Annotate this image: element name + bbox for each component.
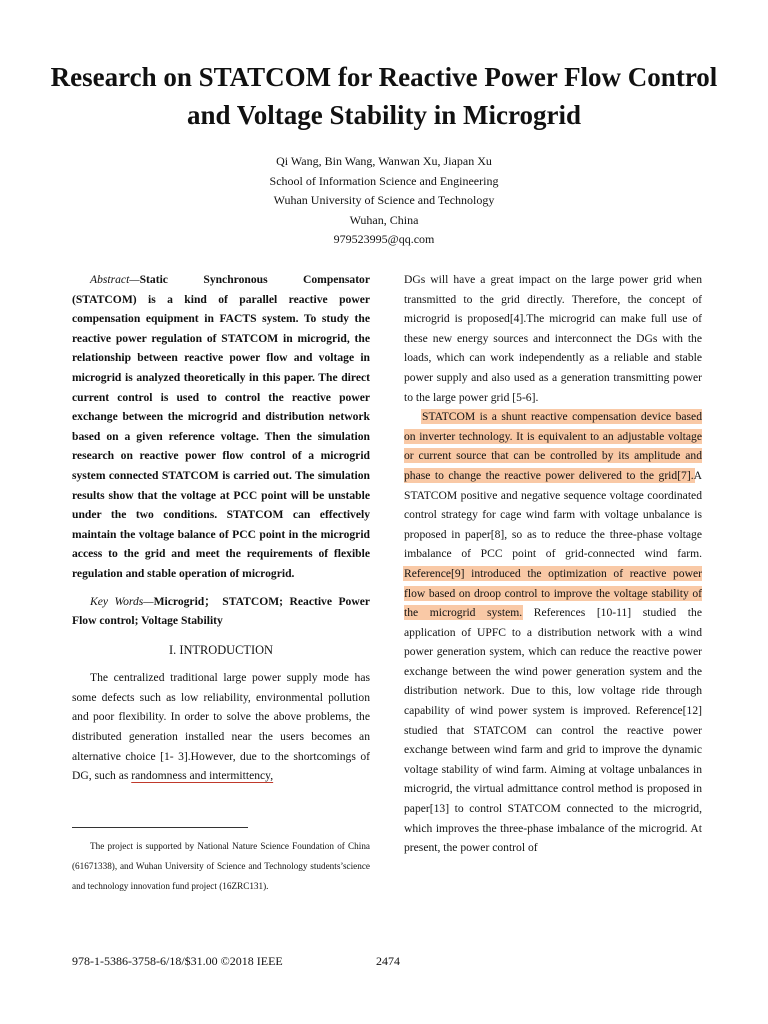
highlight-reference-9[interactable]: Reference[9] introduced the optimization of reactive power flow based on droop control to improve the voltage stability of the microgrid system.: [404, 566, 702, 620]
paper-title: Research on STATCOM for Reactive Power Flow Control and Voltage Stability in Microgrid: [50, 62, 718, 130]
abstract-text: Static Synchronous Compensator (STATCOM) is a kind of parallel reactive power compensation equipment in FACTS system. To study the reactive power regulation of STATCOM in microgrid, the relationship between reactive power flow and voltage in microgrid is analyzed theoretically in this paper. The direct current control is used to control the reactive power exchange between the microgrid and distribution network based on a given reference voltage. Then the simulation research on reactive power flow control of a microgrid system connected STATCOM is carried out. The simulation results show that the voltage at PCC point will be unstable under the two conditions. STATCOM can effectively maintain the voltage balance of PCC point in the microgrid access to the grid and meet the requirements of flexible regulation and stable operation of microgrid.: [72, 273, 370, 580]
abstract-lead: Abstract—: [90, 273, 140, 286]
right-paragraph-2-rest: References [10-11] studied the application of UPFC to a distribution network with a wind power generation system, which can reduce the reactive power exchange between the wind power generation system and the distribution network. Due to this, low voltage ride through capability of wind power system is improved. Reference[12] studied that STATCOM can control the reactive power exchange between wind farm and grid to improve the dynamic voltage stability of wind farm. Aiming at voltage unbalances in microgrid, the virtual admittance control method is proposed in paper[13] to control STATCOM connected to the microgrid, which improves the three-phase imbalance of the microgrid. At present, the power control of: [404, 606, 702, 855]
author-location: Wuhan, China: [349, 212, 419, 227]
footnote-divider: [72, 827, 248, 828]
footer-isbn: 978-1-5386-3758-6/18/$31.00 ©2018 IEEE: [72, 954, 283, 968]
author-names: Qi Wang, Bin Wang, Wanwan Xu, Jiapan Xu: [276, 154, 492, 168]
author-block: [0, 152, 768, 250]
author-school: School of Information Science and Engineering: [269, 173, 499, 188]
right-paragraph-1: DGs will have a great impact on the large power grid when transmitted to the grid directly. Therefore, the concept of microgrid is proposed[4].The microgrid can make full use of these new energy sources and interconnect the DGs with the loads, which can work independently as a reliable and stable power supply and also used as a generation transmitting power to the large power grid [5-6].: [404, 273, 702, 404]
intro-text: The centralized traditional large power supply mode has some defects such as low reliability, environmental pollution and poor flexibility. In order to solve the above problems, the distributed generation installed near the users becomes an alternative choice [1- 3].However, due to the shortcomings of DG, such as: [72, 671, 370, 783]
section-heading: I. INTRODUCTION: [169, 642, 273, 657]
keywords-lead: Key Words—: [90, 594, 154, 608]
abstract: [72, 270, 370, 584]
page-number: 2474: [376, 954, 400, 968]
intro-paragraph: [72, 668, 370, 786]
footnote: The project is supported by National Nature Science Foundation of China (61671338), and Wuhan University of Science and Technology students’science and technology innovation fund project (16ZRC131).: [72, 841, 370, 891]
underlined-text: randomness and intermittency,: [131, 769, 274, 783]
highlight-statcom-definition[interactable]: STATCOM is a shunt reactive compensation device based on inverter technology. It is equivalent to an adjustable voltage or current source that can be controlled by its amplitude and phase to change the reactive power delivered to the grid[7].: [404, 410, 702, 482]
author-university: Wuhan University of Science and Technology: [273, 193, 495, 208]
right-paragraph-2-mid: A STATCOM positive and negative sequence voltage coordinated control strategy for cage wind farm with voltage unbalance is proposed in paper[8], so as to reduce the three-phase voltage imbalance of PCC point of grid-connected wind farm.: [404, 468, 702, 561]
right-column: [404, 270, 702, 858]
left-column: [72, 270, 370, 786]
right-paragraph-2: [404, 407, 702, 858]
keywords-text: Microgrid； STATCOM; Reactive Power Flow control; Voltage Stability: [72, 594, 370, 628]
author-email[interactable]: 979523995@qq.com: [333, 232, 435, 247]
keywords: [72, 592, 370, 631]
